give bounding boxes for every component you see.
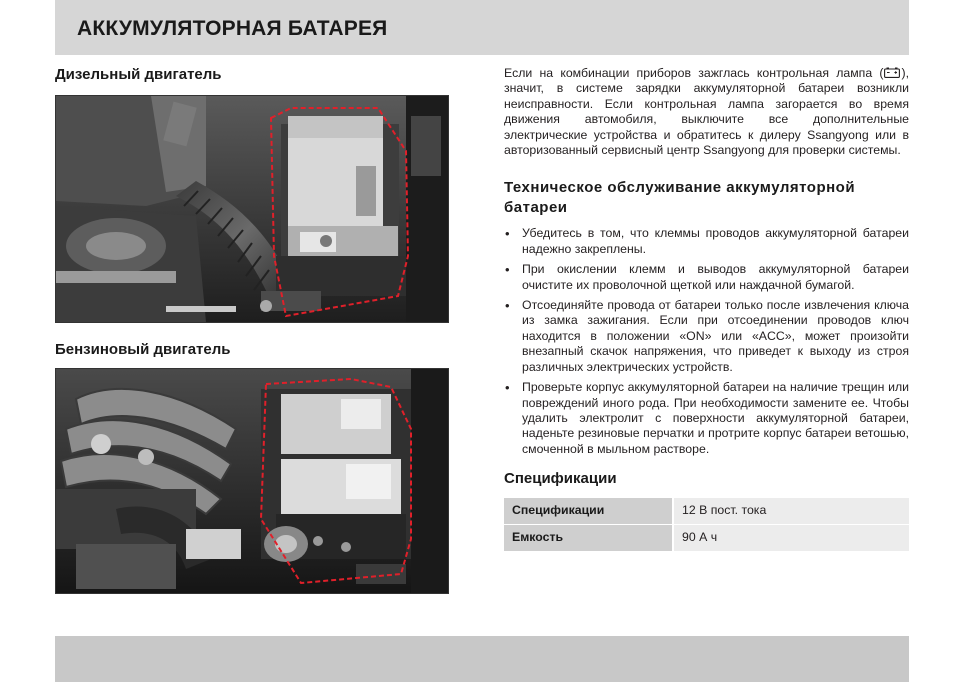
text-column [504,66,909,552]
page-title: АККУМУЛЯТОРНАЯ БАТАРЕЯ [77,17,388,40]
intro-text-end: ), значит, в системе зарядки аккумуляторной батареи возникли неисправности. Если контрольная лампа загорается во время движения автомобиля, выключите все дополнительные электрические устройства и обратитесь к дилеру Ssangyong или в авторизованный сервисный центр Ssangyong для проверки системы. [504,66,909,158]
petrol-engine-illustration [56,369,448,593]
list-item: • При окислении клемм и выводов аккумуляторной батареи очистите их проволочной щеткой или наждачной бумагой. [504,262,909,293]
diesel-engine-illustration [56,96,448,322]
list-item: • Проверьте корпус аккумуляторной батареи на наличие трещин или повреждений иного рода. При необходимости замените ее. Чтобы удалить электролит с поверхности аккумуляторной батареи, наденьте резиновые перчатки и протрите корпус батареи ветошью, смоченной в мыльном растворе. [504,380,909,457]
list-item: • Убедитесь в том, что клеммы проводов аккумуляторной батареи надежно закреплены. [504,226,909,257]
maintenance-list [504,226,909,457]
maintenance-title: Техническое обслуживание аккумуляторной батареи [504,179,856,217]
spec-value: 90 А ч [673,524,909,551]
spec-title: Спецификации [504,470,617,488]
page-footer [55,636,909,682]
diesel-engine-photo [55,95,449,323]
warning-lamp-paragraph [504,66,909,158]
spec-value: 12 В пост. тока [673,498,909,525]
spec-key: Спецификации [504,498,673,525]
page-header [55,0,909,55]
spec-key: Емкость [504,524,673,551]
intro-text-start: Если на комбинации приборов зажглась контрольная лампа ( [504,66,884,80]
petrol-engine-title: Бензиновый двигатель [55,341,231,358]
table-row [504,498,909,525]
spec-table [504,498,909,552]
battery-warning-lamp-icon [884,67,900,78]
list-item: • Отсоединяйте провода от батареи только после извлечения ключа из замка зажигания. Если при отсоединении проводов ключ находится в положении «ON» или «ACC», может произойти внезапный скачок напряжения, что приведет к выходу из строя различных электрических устройств. [504,298,909,375]
petrol-engine-photo [55,368,449,594]
table-row [504,524,909,551]
diesel-engine-title: Дизельный двигатель [55,66,222,83]
